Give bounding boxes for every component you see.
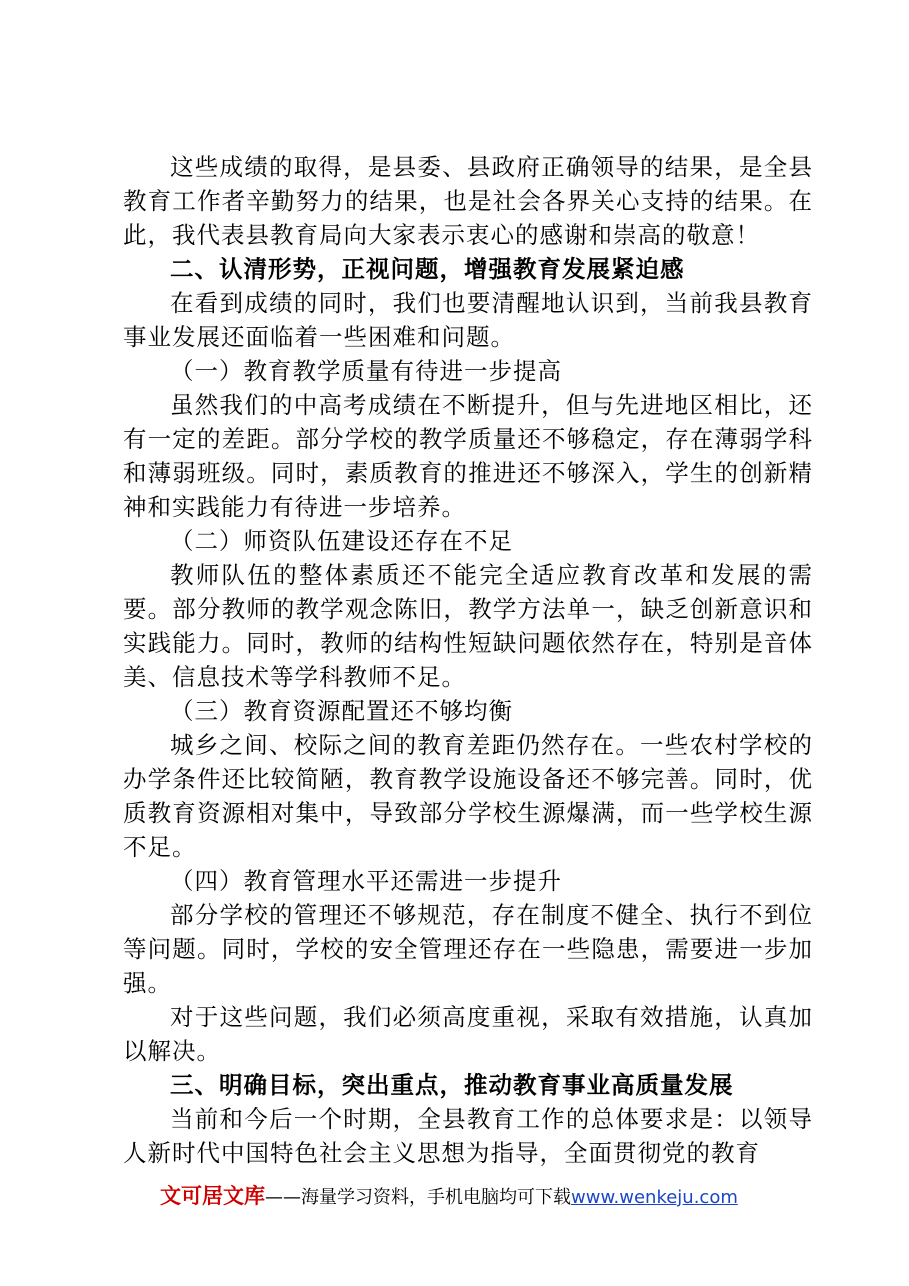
paragraph: 教师队伍的整体素质还不能完全适应教育改革和发展的需要。部分教师的教学观念陈旧，教学方法单一，缺乏创新意识和实践能力。同时，教师的结构性短缺问题依然存在，特别是音体美、信息技术等学科教师不足。: [123, 561, 813, 691]
section-heading: 二、认清形势，正视问题，增强教育发展紧迫感: [170, 255, 685, 283]
paragraph: 在看到成绩的同时，我们也要清醒地认识到，当前我县教育事业发展还面临着一些困难和问题。: [123, 289, 813, 351]
paragraph: 虽然我们的中高考成绩在不断提升，但与先进地区相比，还有一定的差距。部分学校的教学质量还不够稳定，存在薄弱学科和薄弱班级。同时，素质教育的推进还不够深入，学生的创新精神和实践能力有待进一步培养。: [123, 391, 813, 521]
subsection-heading: （三）教育资源配置还不够均衡: [170, 697, 513, 725]
paragraph: 对于这些问题，我们必须高度重视，采取有效措施，认真加以解决。: [123, 1003, 813, 1065]
footer-tagline: ——海量学习资料，手机电脑均可下载: [265, 1187, 571, 1208]
subsection-heading: （四）教育管理水平还需进一步提升: [170, 867, 562, 895]
brand-name: 文可居文库: [160, 1184, 265, 1208]
subsection-heading: （二）师资队伍建设还存在不足: [170, 527, 513, 555]
section-heading: 三、明确目标，突出重点，推动教育事业高质量发展: [170, 1071, 734, 1099]
subsection-heading: （一）教育教学质量有待进一步提高: [170, 357, 562, 385]
paragraph: 当前和今后一个时期，全县教育工作的总体要求是：以领导人新时代中国特色社会主义思想为指导，全面贯彻党的教育: [123, 1105, 813, 1167]
paragraph: 城乡之间、校际之间的教育差距仍然存在。一些农村学校的办学条件还比较简陋，教育教学设施设备还不够完善。同时，优质教育资源相对集中，导致部分学校生源爆满，而一些学校生源不足。: [123, 731, 813, 861]
website-link[interactable]: www.wenkeju.com: [571, 1187, 738, 1208]
paragraph: 这些成绩的取得，是县委、县政府正确领导的结果，是全县教育工作者辛勤努力的结果，也是社会各界关心支持的结果。在此，我代表县教育局向大家表示衷心的感谢和崇高的敬意！: [123, 153, 813, 249]
paragraph: 部分学校的管理还不够规范，存在制度不健全、执行不到位等问题。同时，学校的安全管理还存在一些隐患，需要进一步加强。: [123, 901, 813, 997]
footer-banner: [160, 1183, 780, 1211]
document-body: [123, 150, 813, 1170]
